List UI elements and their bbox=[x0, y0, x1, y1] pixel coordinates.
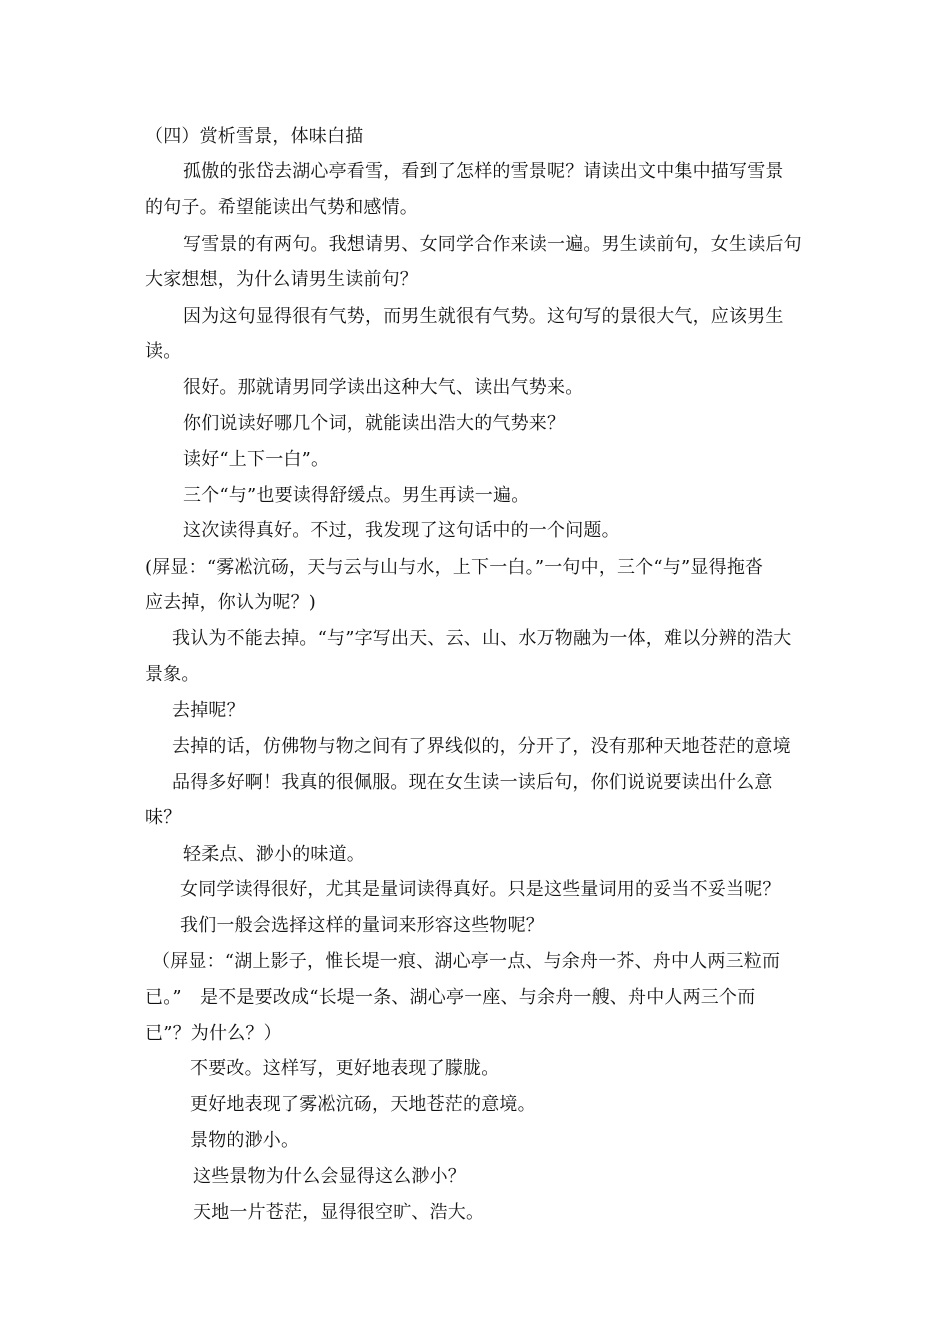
paragraph-line: 读。 bbox=[145, 341, 182, 362]
screen-note-line: （屏显：“湖上影子，惟长堤一痕、湖心亭一点、与余舟一芥、舟中人两三粒而 bbox=[152, 951, 781, 972]
paragraph-line: 女同学读得很好，尤其是量词读得真好。只是这些量词用的妥当不妥当呢？ bbox=[180, 879, 781, 900]
paragraph-line: 你们说读好哪几个词，就能读出浩大的气势来？ bbox=[183, 413, 566, 434]
paragraph-line: 轻柔点、渺小的味道。 bbox=[183, 844, 365, 865]
paragraph-line: 很好。那就请男同学读出这种大气、读出气势来。 bbox=[183, 377, 584, 398]
screen-note-line: (屏显：“雾凇沆砀，天与云与山与水，上下一白。”一句中，三个“与”显得拖沓 bbox=[145, 557, 764, 578]
paragraph-line: 这些景物为什么会显得这么渺小？ bbox=[193, 1166, 466, 1187]
paragraph-line: 不要改。这样写，更好地表现了朦胧。 bbox=[190, 1058, 500, 1079]
paragraph-line: 写雪景的有两句。我想请男、女同学合作来读一遍。男生读前句，女生读后句 bbox=[183, 234, 802, 255]
paragraph-line: 因为这句显得很有气势，而男生就很有气势。这句写的景很大气，应该男生 bbox=[183, 306, 784, 327]
section-heading: （四）赏析雪景，体味白描 bbox=[145, 126, 364, 147]
paragraph-line: 味？ bbox=[145, 807, 182, 828]
paragraph-line: 的句子。希望能读出气势和感情。 bbox=[145, 197, 418, 218]
paragraph-line: 景物的渺小。 bbox=[190, 1130, 300, 1151]
paragraph-line: 三个“与”也要读得舒缓点。男生再读一遍。 bbox=[183, 485, 530, 506]
paragraph-line: 品得多好啊！我真的很佩服。现在女生读一读后句，你们说说要读出什么意 bbox=[172, 772, 773, 793]
paragraph-line: 读好“上下一白”。 bbox=[183, 449, 330, 470]
paragraph-line: 我认为不能去掉。“与”字写出天、云、山、水万物融为一体，难以分辨的浩大 bbox=[172, 628, 792, 649]
paragraph-line: 大家想想，为什么请男生读前句？ bbox=[145, 269, 418, 290]
screen-note-line: 应去掉，你认为呢？) bbox=[145, 592, 317, 613]
screen-note-line: 已”？为什么？） bbox=[145, 1023, 282, 1044]
paragraph-line: 更好地表现了雾凇沆砀，天地苍茫的意境。 bbox=[190, 1094, 536, 1115]
paragraph-line: 去掉的话，仿佛物与物之间有了界线似的，分开了，没有那种天地苍茫的意境 bbox=[172, 736, 791, 757]
paragraph-line: 这次读得真好。不过，我发现了这句话中的一个问题。 bbox=[183, 520, 620, 541]
screen-note-line: 已。” 是不是要改成“长堤一条、湖心亭一座、与余舟一艘、舟中人两三个而 bbox=[145, 987, 756, 1008]
paragraph-line: 去掉呢？ bbox=[172, 700, 245, 721]
paragraph-line: 天地一片苍茫，显得很空旷、浩大。 bbox=[193, 1202, 485, 1223]
paragraph-line: 我们一般会选择这样的量词来形容这些物呢？ bbox=[180, 915, 544, 936]
paragraph-line: 景象。 bbox=[145, 664, 200, 685]
paragraph-line: 孤傲的张岱去湖心亭看雪，看到了怎样的雪景呢？请读出文中集中描写雪景 bbox=[183, 161, 784, 182]
